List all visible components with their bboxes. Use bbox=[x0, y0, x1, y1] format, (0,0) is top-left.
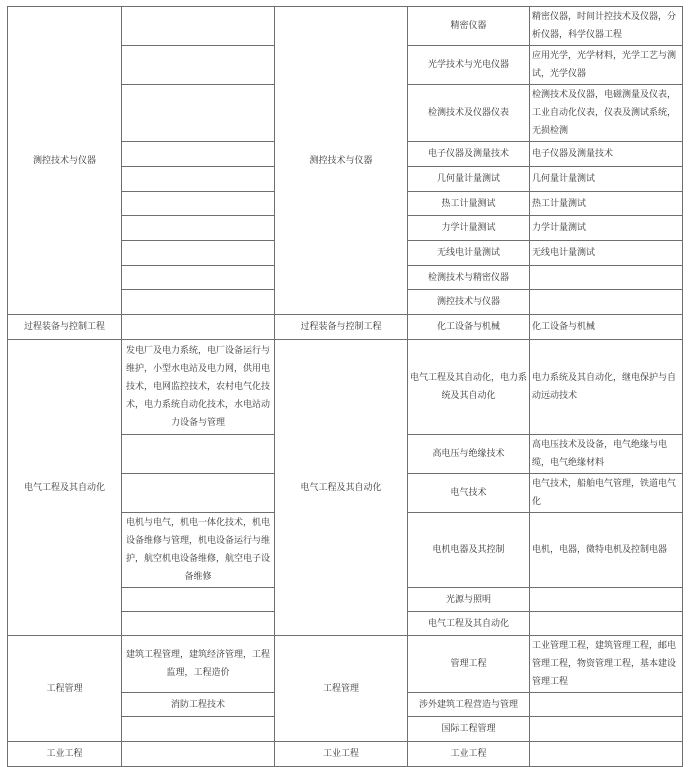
new-sub-major-cell: 几何量计量测试 bbox=[408, 167, 530, 192]
new-sub-major-cell: 光源与照明 bbox=[408, 588, 530, 612]
covered-majors-cell bbox=[530, 266, 683, 290]
table-row bbox=[8, 340, 683, 435]
new-sub-major-cell: 国际工程管理 bbox=[408, 717, 530, 742]
new-sub-major-cell: 电气技术 bbox=[408, 474, 530, 513]
covered-majors-cell: 热工计量测试 bbox=[530, 192, 683, 216]
new-sub-major-cell: 电气工程及其自动化，电力系统及其自动化 bbox=[408, 340, 530, 435]
old-major-cell bbox=[122, 167, 275, 192]
new-major-cell: 工程管理 bbox=[275, 636, 408, 742]
table-electrical-management bbox=[7, 339, 683, 767]
old-major-cell bbox=[122, 315, 275, 340]
original-major-cell: 工业工程 bbox=[8, 742, 122, 767]
new-sub-major-cell: 电气工程及其自动化 bbox=[408, 612, 530, 636]
covered-majors-cell bbox=[530, 717, 683, 742]
new-sub-major-cell: 力学计量测试 bbox=[408, 216, 530, 241]
original-major-cell: 电气工程及其自动化 bbox=[8, 340, 122, 636]
new-sub-major-cell: 工业工程 bbox=[408, 742, 530, 767]
covered-majors-cell: 电机，电器，微特电机及控制电器 bbox=[530, 513, 683, 588]
original-major-cell: 测控技术与仪器 bbox=[8, 7, 122, 315]
table-row bbox=[8, 636, 683, 693]
covered-majors-cell: 工业管理工程，建筑管理工程，邮电管理工程，物资管理工程，基本建设管理工程 bbox=[530, 636, 683, 693]
old-major-cell: 建筑工程管理，建筑经济管理，工程监理，工程造价 bbox=[122, 636, 275, 693]
new-sub-major-cell: 检测技术与精密仪器 bbox=[408, 266, 530, 290]
old-major-cell bbox=[122, 7, 275, 46]
old-major-cell bbox=[122, 474, 275, 513]
new-sub-major-cell: 涉外建筑工程营造与管理 bbox=[408, 693, 530, 717]
new-sub-major-cell: 高电压与绝缘技术 bbox=[408, 435, 530, 474]
covered-majors-cell: 应用光学，光学材料，光学工艺与测试，光学仪器 bbox=[530, 46, 683, 85]
covered-majors-cell: 电子仪器及测量技术 bbox=[530, 142, 683, 167]
old-major-cell bbox=[122, 588, 275, 612]
new-sub-major-cell: 无线电计量测试 bbox=[408, 241, 530, 266]
covered-majors-cell bbox=[530, 290, 683, 315]
new-sub-major-cell: 电机电器及其控制 bbox=[408, 513, 530, 588]
old-major-cell: 发电厂及电力系统，电厂设备运行与维护，小型水电站及电力网，供用电技术，电网监控技术，农村电气化技术，电力系统自动化技术，水电站动力设备与管理 bbox=[122, 340, 275, 435]
covered-majors-cell bbox=[530, 612, 683, 636]
covered-majors-cell: 化工设备与机械 bbox=[530, 315, 683, 340]
old-major-cell bbox=[122, 142, 275, 167]
covered-majors-cell: 精密仪器，时间计控技术及仪器，分析仪器，科学仪器工程 bbox=[530, 7, 683, 46]
new-sub-major-cell: 热工计量测试 bbox=[408, 192, 530, 216]
new-sub-major-cell: 化工设备与机械 bbox=[408, 315, 530, 340]
covered-majors-cell: 电力系统及其自动化，继电保护与自动远动技术 bbox=[530, 340, 683, 435]
new-major-cell: 工业工程 bbox=[275, 742, 408, 767]
old-major-cell bbox=[122, 717, 275, 742]
old-major-cell bbox=[122, 216, 275, 241]
old-major-cell: 消防工程技术 bbox=[122, 693, 275, 717]
old-major-cell bbox=[122, 266, 275, 290]
original-major-cell: 工程管理 bbox=[8, 636, 122, 742]
new-sub-major-cell: 光学技术与光电仪器 bbox=[408, 46, 530, 85]
old-major-cell bbox=[122, 192, 275, 216]
old-major-cell bbox=[122, 612, 275, 636]
new-sub-major-cell: 测控技术与仪器 bbox=[408, 290, 530, 315]
old-major-cell bbox=[122, 46, 275, 85]
covered-majors-cell: 高电压技术及设备，电气绝缘与电缆，电气绝缘材料 bbox=[530, 435, 683, 474]
new-sub-major-cell: 精密仪器 bbox=[408, 7, 530, 46]
new-major-cell: 过程装备与控制工程 bbox=[275, 315, 408, 340]
covered-majors-cell: 力学计量测试 bbox=[530, 216, 683, 241]
new-sub-major-cell: 检测技术及仪器仪表 bbox=[408, 85, 530, 142]
new-sub-major-cell: 管理工程 bbox=[408, 636, 530, 693]
covered-majors-cell bbox=[530, 693, 683, 717]
covered-majors-cell: 无线电计量测试 bbox=[530, 241, 683, 266]
covered-majors-cell: 检测技术及仪器，电磁测量及仪表，工业自动化仪表，仪表及测试系统，无损检测 bbox=[530, 85, 683, 142]
old-major-cell: 电机与电气，机电一体化技术，机电设备维修与管理，机电设备运行与维护，航空机电设备维修，航空电子设备维修 bbox=[122, 513, 275, 588]
table-row bbox=[8, 315, 683, 340]
covered-majors-cell: 几何量计量测试 bbox=[530, 167, 683, 192]
covered-majors-cell: 电气技术，船舶电气管理，铁道电气化 bbox=[530, 474, 683, 513]
covered-majors-cell bbox=[530, 588, 683, 612]
table-row bbox=[8, 7, 683, 46]
table-measurement-control bbox=[7, 6, 683, 340]
old-major-cell bbox=[122, 290, 275, 315]
old-major-cell bbox=[122, 85, 275, 142]
new-sub-major-cell: 电子仪器及测量技术 bbox=[408, 142, 530, 167]
old-major-cell bbox=[122, 241, 275, 266]
new-major-cell: 电气工程及其自动化 bbox=[275, 340, 408, 636]
old-major-cell bbox=[122, 435, 275, 474]
original-major-cell: 过程装备与控制工程 bbox=[8, 315, 122, 340]
new-major-cell: 测控技术与仪器 bbox=[275, 7, 408, 315]
